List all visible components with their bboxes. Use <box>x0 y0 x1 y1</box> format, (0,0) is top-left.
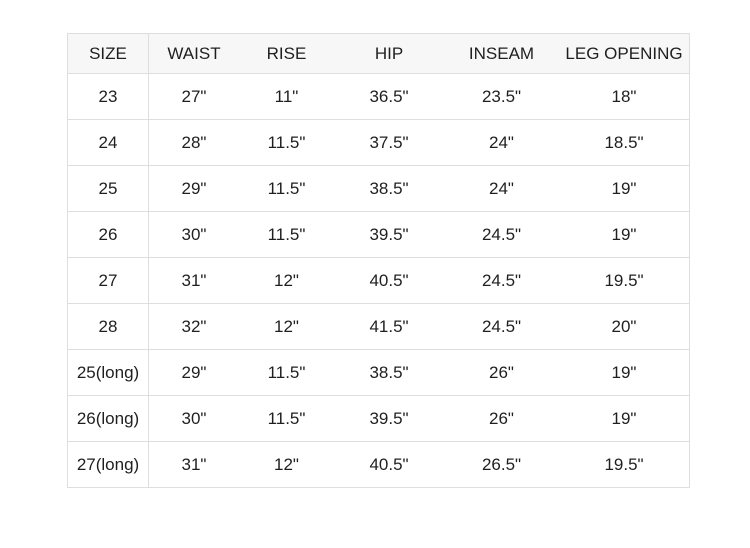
table-row <box>68 212 690 258</box>
size-cell: 27(long) <box>68 442 149 488</box>
measurement-cell: 12" <box>239 442 334 488</box>
measurement-cell: 19" <box>559 212 690 258</box>
table-row <box>68 442 690 488</box>
measurement-cell: 11.5" <box>239 166 334 212</box>
size-cell: 25(long) <box>68 350 149 396</box>
column-header-rise: RISE <box>239 34 334 74</box>
table-header <box>68 34 690 74</box>
measurement-cell: 20" <box>559 304 690 350</box>
table-row <box>68 258 690 304</box>
column-header-waist: WAIST <box>149 34 240 74</box>
measurement-cell: 11.5" <box>239 212 334 258</box>
measurement-cell: 40.5" <box>334 258 444 304</box>
column-header-hip: HIP <box>334 34 444 74</box>
measurement-cell: 19" <box>559 396 690 442</box>
measurement-cell: 27" <box>149 74 240 120</box>
size-cell: 26(long) <box>68 396 149 442</box>
measurement-cell: 39.5" <box>334 212 444 258</box>
measurement-cell: 28" <box>149 120 240 166</box>
measurement-cell: 30" <box>149 396 240 442</box>
header-row <box>68 34 690 74</box>
measurement-cell: 12" <box>239 304 334 350</box>
measurement-cell: 12" <box>239 258 334 304</box>
table-row <box>68 74 690 120</box>
measurement-cell: 11.5" <box>239 396 334 442</box>
measurement-cell: 31" <box>149 442 240 488</box>
size-cell: 27 <box>68 258 149 304</box>
table-row <box>68 350 690 396</box>
measurement-cell: 38.5" <box>334 350 444 396</box>
measurement-cell: 40.5" <box>334 442 444 488</box>
table-row <box>68 120 690 166</box>
measurement-cell: 39.5" <box>334 396 444 442</box>
measurement-cell: 19" <box>559 350 690 396</box>
size-cell: 24 <box>68 120 149 166</box>
measurement-cell: 30" <box>149 212 240 258</box>
measurement-cell: 29" <box>149 166 240 212</box>
column-header-leg-opening: LEG OPENING <box>559 34 690 74</box>
measurement-cell: 19" <box>559 166 690 212</box>
measurement-cell: 38.5" <box>334 166 444 212</box>
measurement-cell: 29" <box>149 350 240 396</box>
measurement-cell: 19.5" <box>559 258 690 304</box>
measurement-cell: 41.5" <box>334 304 444 350</box>
size-cell: 23 <box>68 74 149 120</box>
table-body <box>68 74 690 488</box>
measurement-cell: 36.5" <box>334 74 444 120</box>
table-row <box>68 396 690 442</box>
table-row <box>68 304 690 350</box>
table-row <box>68 166 690 212</box>
measurement-cell: 26.5" <box>444 442 559 488</box>
size-cell: 26 <box>68 212 149 258</box>
measurement-cell: 24" <box>444 120 559 166</box>
measurement-cell: 19.5" <box>559 442 690 488</box>
measurement-cell: 32" <box>149 304 240 350</box>
measurement-cell: 31" <box>149 258 240 304</box>
measurement-cell: 18.5" <box>559 120 690 166</box>
measurement-cell: 23.5" <box>444 74 559 120</box>
measurement-cell: 26" <box>444 350 559 396</box>
measurement-cell: 24.5" <box>444 258 559 304</box>
column-header-inseam: INSEAM <box>444 34 559 74</box>
measurement-cell: 18" <box>559 74 690 120</box>
size-chart-table <box>67 33 690 488</box>
measurement-cell: 26" <box>444 396 559 442</box>
measurement-cell: 11.5" <box>239 120 334 166</box>
measurement-cell: 11" <box>239 74 334 120</box>
size-cell: 28 <box>68 304 149 350</box>
measurement-cell: 24.5" <box>444 212 559 258</box>
measurement-cell: 24" <box>444 166 559 212</box>
measurement-cell: 24.5" <box>444 304 559 350</box>
measurement-cell: 11.5" <box>239 350 334 396</box>
size-cell: 25 <box>68 166 149 212</box>
column-header-size: SIZE <box>68 34 149 74</box>
measurement-cell: 37.5" <box>334 120 444 166</box>
